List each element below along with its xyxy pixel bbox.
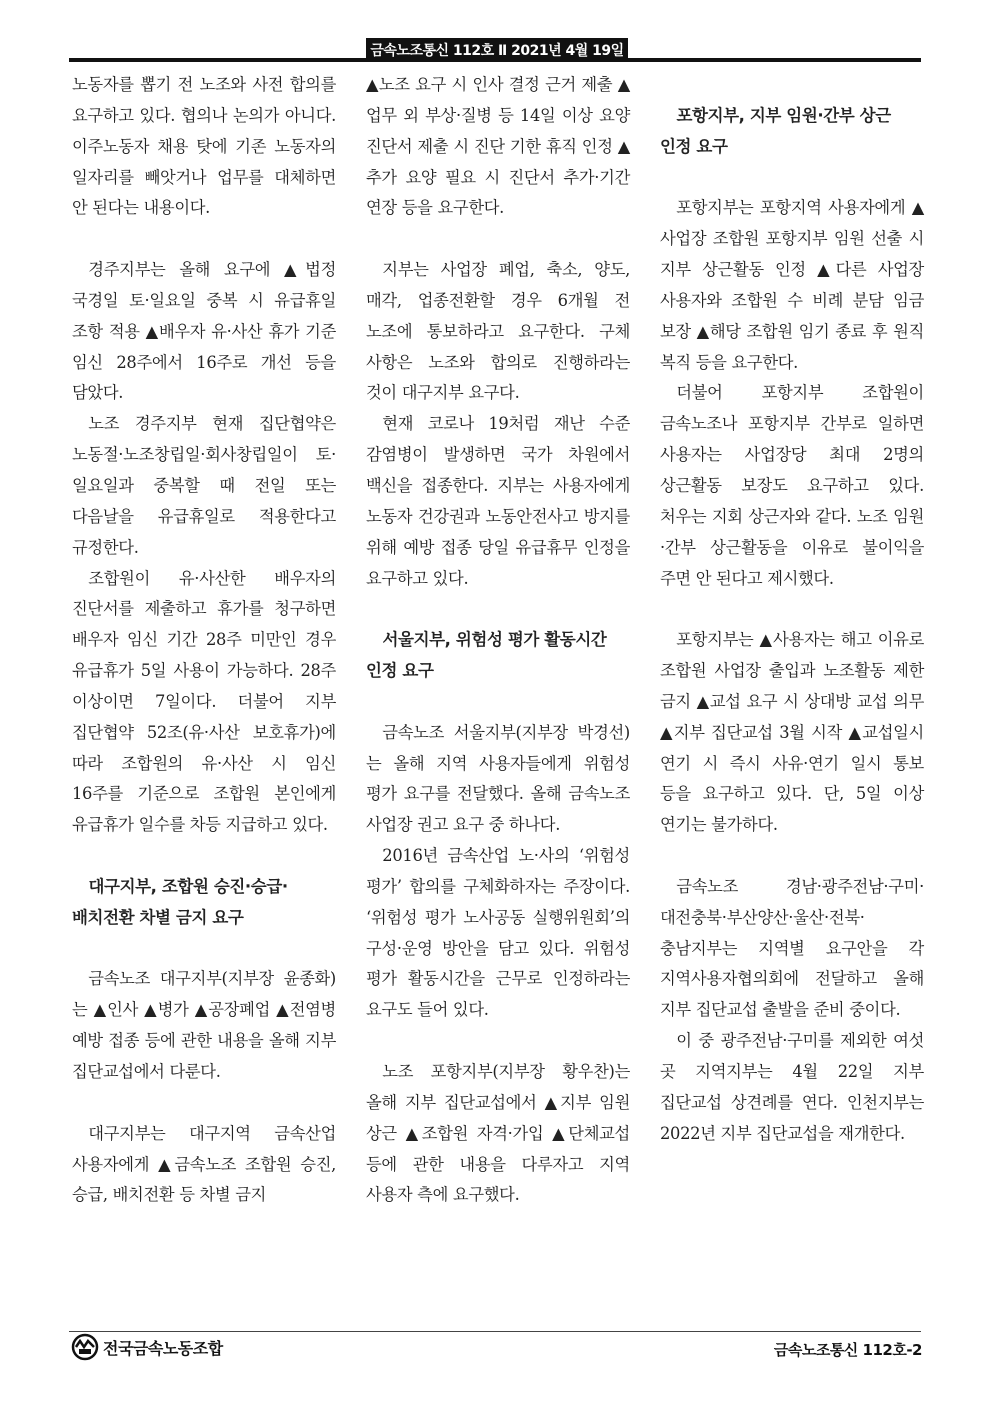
footer-rule [69,1331,921,1332]
issue-label: 금속노조통신 112호 Ⅱ 2021년 4월 19일 [366,38,628,62]
column-1 [72,70,336,1211]
union-emblem-icon [70,1333,100,1361]
paragraph: 더불어 포항지부 조합원이 금속노조나 포항지부 간부로 일하면 사용자는 사업장당 최대 2명의 상근활동 보장도 요구하고 있다. 처우는 지회 상근자와 같다. 노조 임원·간부 상근활동을 이유로 불이익을 주면 안 된다고 제시했다. [660,383,924,588]
section-heading: 포항지부, 지부 임원·간부 상근 인정 요구 [660,105,891,156]
page-label: 금속노조통신 112호-2 [773,1341,922,1359]
section-heading: 서울지부, 위험성 평가 활동시간 인정 요구 [366,630,607,681]
section-heading: 대구지부, 조합원 승진·승급·배치전환 차별 금지 요구 [72,876,288,927]
paragraph: 2016년 금속산업 노·사의 ‘위험성 평가’ 합의를 구체화하자는 주장이다. ‘위험성 평가 노사공동 실행위원회’의 구성·운영 방안을 담고 있다. 위험성 평가 활동시간을 근무로 인정하라는 요구도 들어 있다. [366,846,630,1020]
union-name: 전국금속노동조합 [103,1338,223,1358]
union-logo [70,1333,223,1361]
paragraph: 금속노조 서울지부(지부장 박경선)는 올해 지역 사용자들에게 위험성 평가 요구를 전달했다. 올해 금속노조 사업장 권고 요구 중 하나다. [366,722,630,835]
column-3 [660,70,924,1150]
column-2 [366,70,630,1211]
paragraph: 현재 코로나 19처럼 재난 수준 감염병이 발생하면 국가 차원에서 백신을 접종한다. 지부는 사용자에게 노동자 건강권과 노동안전사고 방지를 위해 예방 접종 당일 유급휴무 인정을 요구하고 있다. [366,414,630,588]
paragraph: 이 중 광주전남·구미를 제외한 여섯 곳 지역지부는 4월 22일 지부 집단교섭 상견례를 연다. 인천지부는 2022년 지부 집단교섭을 재개한다. [660,1031,924,1143]
paragraph: 포항지부는 포항지역 사용자에게 ▲사업장 조합원 포항지부 임원 선출 시 지부 상근활동 인정 ▲다른 사업장 사용자와 조합원 수 비례 분담 임금 보장 ▲해당 조합원 임기 종료 후 원직 복직 등을 요구한다. [660,198,924,372]
paragraph: 대구지부는 대구지역 금속산업 사용자에게 ▲금속노조 조합원 승진, 승급, 배치전환 등 차별 금지 [72,1123,336,1205]
paragraph: 노조 경주지부 현재 집단협약은 노동절·노조창립일·회사창립일이 토·일요일과 중복할 때 전일 또는 다음날을 유급휴일로 적용한다고 규정한다. [72,414,336,557]
paragraph: 조합원이 유·사산한 배우자의 진단서를 제출하고 휴가를 청구하면 배우자 임신 기간 28주 미만인 경우 유급휴가 5일 사용이 가능하다. 28주 이상이면 7일이다. 더불어 지부 집단협약 52조(유·사산 보호휴가)에 따라 조합원의 유·사산 시 임신 16주를 기준으로 조합원 본인에게 유급휴가 일수를 차등 지급하고 있다. [72,568,336,835]
paragraph: 금속노조 경남·광주전남·구미·대전충북·부산양산·울산·전북·충남지부는 지역별 요구안을 각 지역사용자협의회에 전달하고 올해 지부 집단교섭 출발을 준비 중이다. [660,876,924,1020]
paragraph: ▲노조 요구 시 인사 결정 근거 제출 ▲업무 외 부상·질병 등 14일 이상 요양 진단서 제출 시 진단 기한 휴직 인정 ▲추가 요양 필요 시 진단서 추가·기간 연장 등을 요구한다. [366,75,630,218]
paragraph: 금속노조 대구지부(지부장 윤종화)는 ▲인사 ▲병가 ▲공장폐업 ▲전염병 예방 접종 등에 관한 내용을 올해 지부 집단교섭에서 다룬다. [72,969,336,1081]
paragraph: 포항지부는 ▲사용자는 해고 이유로 조합원 사업장 출입과 노조활동 제한 금지 ▲교섭 요구 시 상대방 교섭 의무 ▲지부 집단교섭 3월 시작 ▲교섭일시 연기 시 즉시 사유·연기 일시 통보 등을 요구하고 있다. 단, 5일 이상 연기는 불가하다. [660,630,924,835]
paragraph: 노동자를 뽑기 전 노조와 사전 합의를 요구하고 있다. 협의나 논의가 아니다. 이주노동자 채용 탓에 기존 노동자의 일자리를 빼앗거나 업무를 대체하면 안 된다는 내용이다. [72,75,336,218]
paragraph: 경주지부는 올해 요구에 ▲법정 국경일 토·일요일 중복 시 유급휴일 조항 적용 ▲배우자 유·사산 휴가 기준 임신 28주에서 16주로 개선 등을 담았다. [72,260,336,403]
paragraph: 노조 포항지부(지부장 황우찬)는 올해 지부 집단교섭에서 ▲지부 임원 상근 ▲조합원 자격·가입 ▲단체교섭 등에 관한 내용을 다루자고 지역 사용자 측에 요구했다. [366,1062,630,1205]
paragraph: 지부는 사업장 폐업, 축소, 양도, 매각, 업종전환할 경우 6개월 전 노조에 통보하라고 요구한다. 구체 사항은 노조와 합의로 진행하라는 것이 대구지부 요구다. [366,260,630,403]
